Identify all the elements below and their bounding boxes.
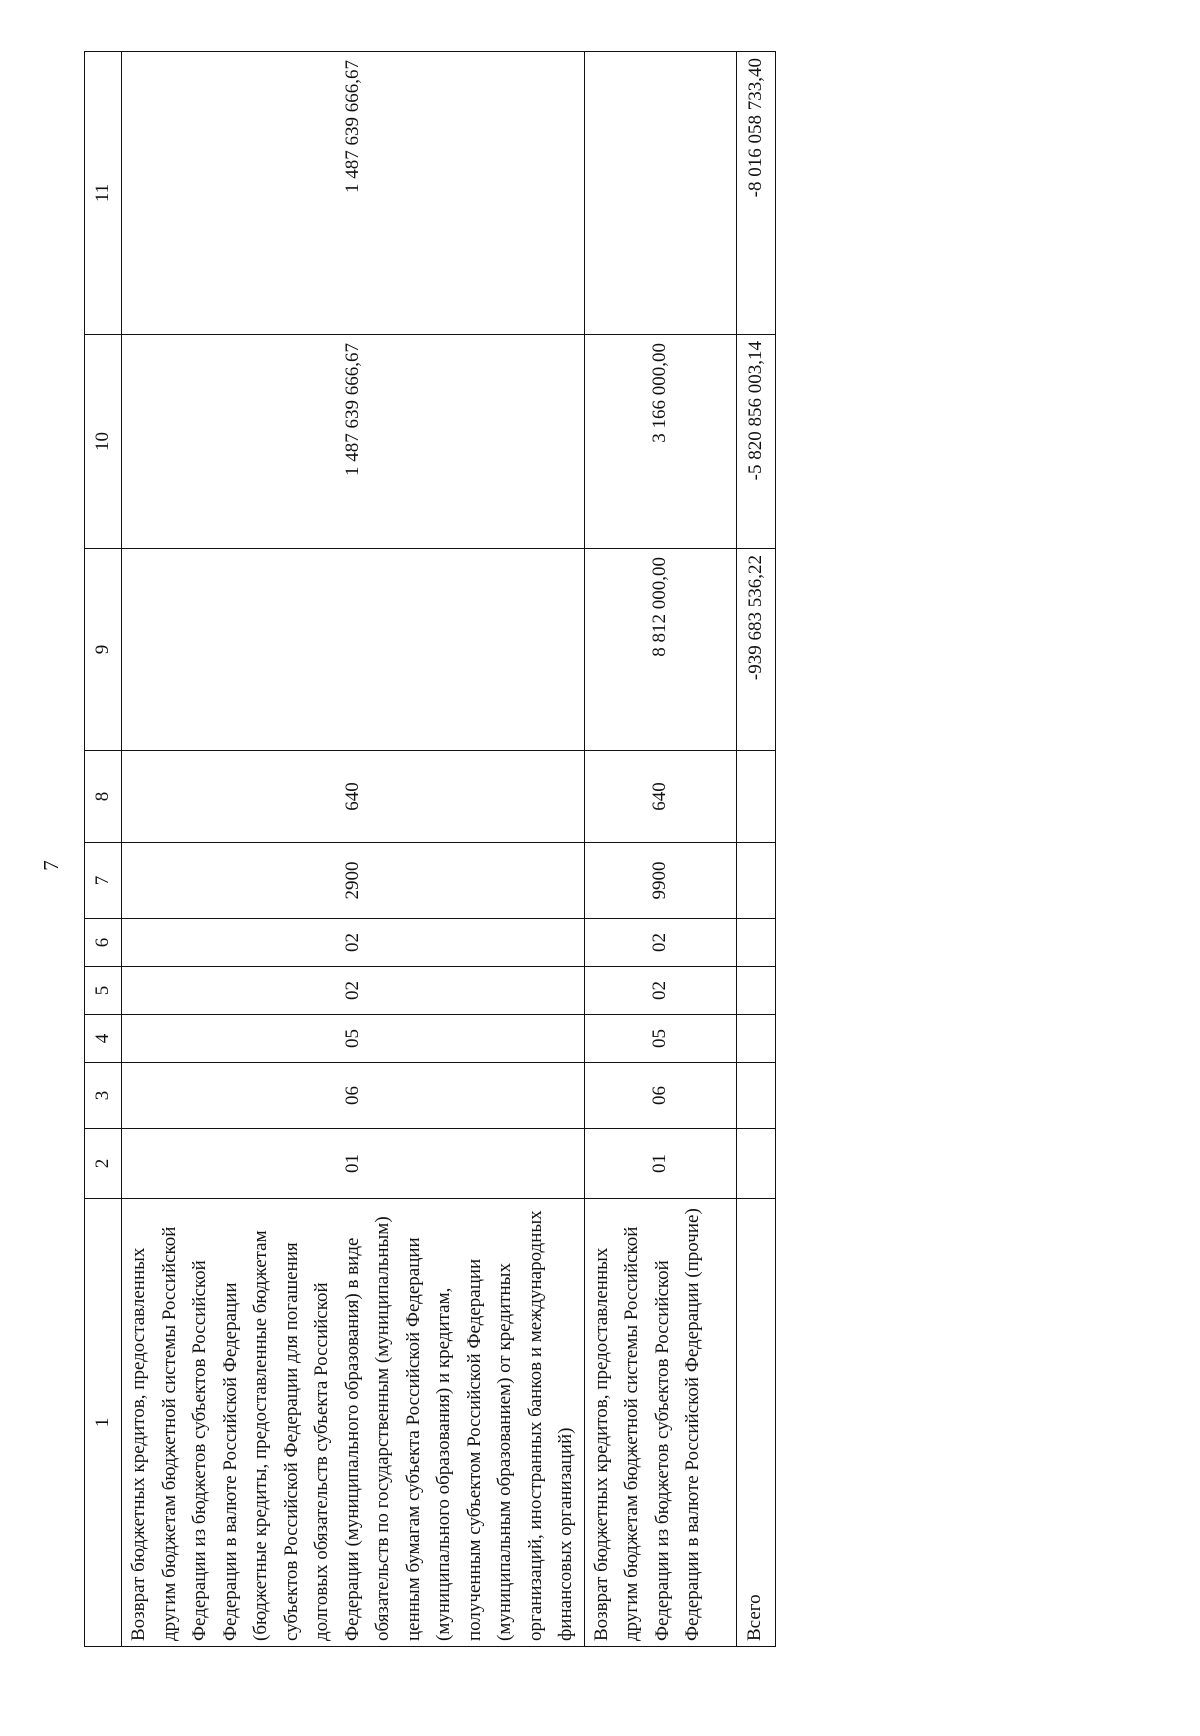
empty-cell [736, 1129, 775, 1199]
amount-cell [122, 549, 585, 751]
budget-table-container [84, 52, 766, 1647]
header-cell: 9 [85, 549, 122, 751]
empty-cell [736, 967, 775, 1015]
total-label: Всего [736, 1199, 775, 1647]
header-row [85, 52, 122, 1647]
header-cell: 7 [85, 843, 122, 919]
code-cell: 06 [122, 1063, 585, 1129]
code-cell: 640 [122, 751, 585, 843]
empty-cell [736, 919, 775, 967]
code-cell: 02 [584, 919, 736, 967]
row-description: Возврат бюджетных кредитов, предоставленных другим бюджетам бюджетной системы Российской Федерации из бюджетов субъектов Российской Федерации в валюте Российской Федерации (прочие) [584, 1199, 736, 1647]
table-row [584, 52, 736, 1647]
total-amount-cell: -8 016 058 733,40 [736, 52, 775, 335]
total-amount-cell: -5 820 856 003,14 [736, 335, 775, 549]
header-cell: 3 [85, 1063, 122, 1129]
header-cell: 1 [85, 1199, 122, 1647]
empty-cell [736, 1015, 775, 1063]
page-number: 7 [38, 860, 63, 871]
empty-cell [736, 843, 775, 919]
total-row [736, 52, 775, 1647]
budget-table [84, 51, 776, 1647]
empty-cell [736, 751, 775, 843]
header-cell: 6 [85, 919, 122, 967]
empty-cell [736, 1063, 775, 1129]
amount-cell [584, 52, 736, 335]
code-cell: 02 [584, 967, 736, 1015]
code-cell: 06 [584, 1063, 736, 1129]
code-cell: 640 [584, 751, 736, 843]
amount-cell: 1 487 639 666,67 [122, 52, 585, 335]
header-cell: 2 [85, 1129, 122, 1199]
code-cell: 01 [584, 1129, 736, 1199]
amount-cell: 8 812 000,00 [584, 549, 736, 751]
row-description: Возврат бюджетных кредитов, предоставленных другим бюджетам бюджетной системы Российской Федерации из бюджетов субъектов Российской Федерации в валюте Российской Федерации (бюджетные кредиты, предоставленные бюджетам субъектов Российской Федерации для погашения долговых обязательств субъекта Российской Федерации (муниципального образования) в виде обязательств по государственным (муниципальным) ценным бумагам субъекта Российской Федерации (муниципального образования) и кредитам, полученным субъектом Российской Федерации (муниципальным образованием) от кредитных организаций, иностранных банков и международных финансовых организаций) [122, 1199, 585, 1647]
code-cell: 05 [584, 1015, 736, 1063]
code-cell: 01 [122, 1129, 585, 1199]
total-amount-cell: -939 683 536,22 [736, 549, 775, 751]
table-row [122, 52, 585, 1647]
header-cell: 5 [85, 967, 122, 1015]
code-cell: 02 [122, 919, 585, 967]
code-cell: 9900 [584, 843, 736, 919]
header-cell: 4 [85, 1015, 122, 1063]
code-cell: 02 [122, 967, 585, 1015]
amount-cell: 3 166 000,00 [584, 335, 736, 549]
code-cell: 05 [122, 1015, 585, 1063]
header-cell: 10 [85, 335, 122, 549]
header-cell: 11 [85, 52, 122, 335]
amount-cell: 1 487 639 666,67 [122, 335, 585, 549]
code-cell: 2900 [122, 843, 585, 919]
header-cell: 8 [85, 751, 122, 843]
